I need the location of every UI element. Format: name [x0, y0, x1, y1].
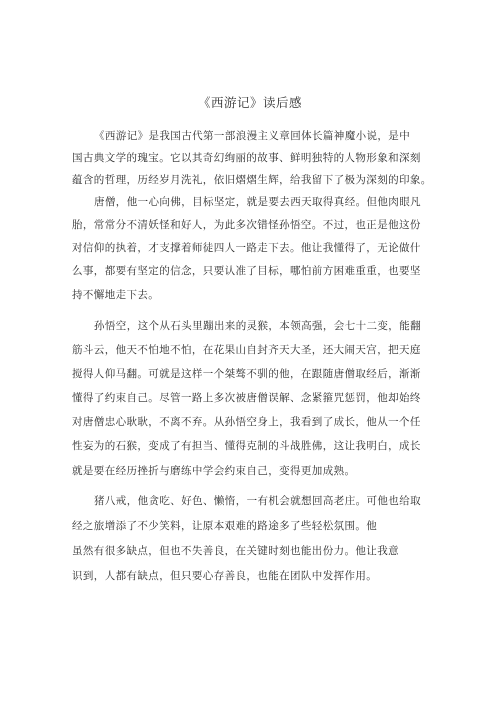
- text-line: 虽然有很多缺点，但也不失善良，在关键时刻也能出份力。他让我意: [72, 545, 399, 557]
- text-line: 持不懈地走下去。: [72, 289, 160, 301]
- text-line: 胎，常常分不清妖怪和好人，为此多次错怪孙悟空。不过，也正是他这份: [72, 219, 421, 231]
- text-line: 唐僧，他一心向佛，目标坚定，就是要去西天取得真经。但他肉眼凡: [94, 196, 421, 208]
- text-line: 蕴含的哲理，历经岁月洗礼，依旧熠熠生辉，给我留下了极为深刻的印象。: [72, 174, 432, 186]
- text-line: 国古典文学的瑰宝。它以其奇幻绚丽的故事、鲜明独特的人物形象和深刻: [72, 152, 421, 164]
- text-line: 筋斗云，他天不怕地不怕，在花果山自封齐天大圣，还大闹天宫，把天庭: [72, 344, 421, 356]
- text-line: 识到，人都有缺点，但只要心存善良，也能在团队中发挥作用。: [72, 570, 378, 582]
- text-line: 对唐僧忠心耿耿，不离不弃。从孙悟空身上，我看到了成长，他从一个任: [72, 416, 421, 428]
- text-line: 经之旅增添了不少笑料，让原本艰难的路途多了些轻松氛围。他: [72, 520, 378, 532]
- text-line: 《西游记》是我国古代第一部浪漫主义章回体长篇神魔小说，是中: [94, 130, 411, 142]
- text-line: 对信仰的执着，才支撑着师徒四人一路走下去。他让我懂得了，无论做什: [72, 242, 421, 254]
- text-line: 孙悟空，这个从石头里蹦出来的灵猴，本领高强，会七十二变，能翻: [94, 320, 421, 332]
- text-line: 懂得了约束自己。尽管一路上多次被唐僧误解、念紧箍咒惩罚，他却始终: [72, 392, 421, 404]
- text-line: 搅得人仰马翻。可就是这样一个桀骜不驯的他，在跟随唐僧取经后，渐渐: [72, 368, 421, 380]
- text-line: 就是要在经历挫折与磨练中学会约束自己，变得更加成熟。: [72, 465, 356, 477]
- text-line: 么事，都要有坚定的信念，只要认准了目标，哪怕前方困难重重，也要坚: [72, 265, 421, 277]
- text-line: 性妄为的石猴，变成了有担当、懂得克制的斗战胜佛，这让我明白，成长: [72, 440, 421, 452]
- page-title: 《西游记》读后感: [197, 95, 302, 110]
- text-line: 猪八戒，他贪吃、好色、懒惰，一有机会就想回高老庄。可他也给取: [94, 495, 421, 507]
